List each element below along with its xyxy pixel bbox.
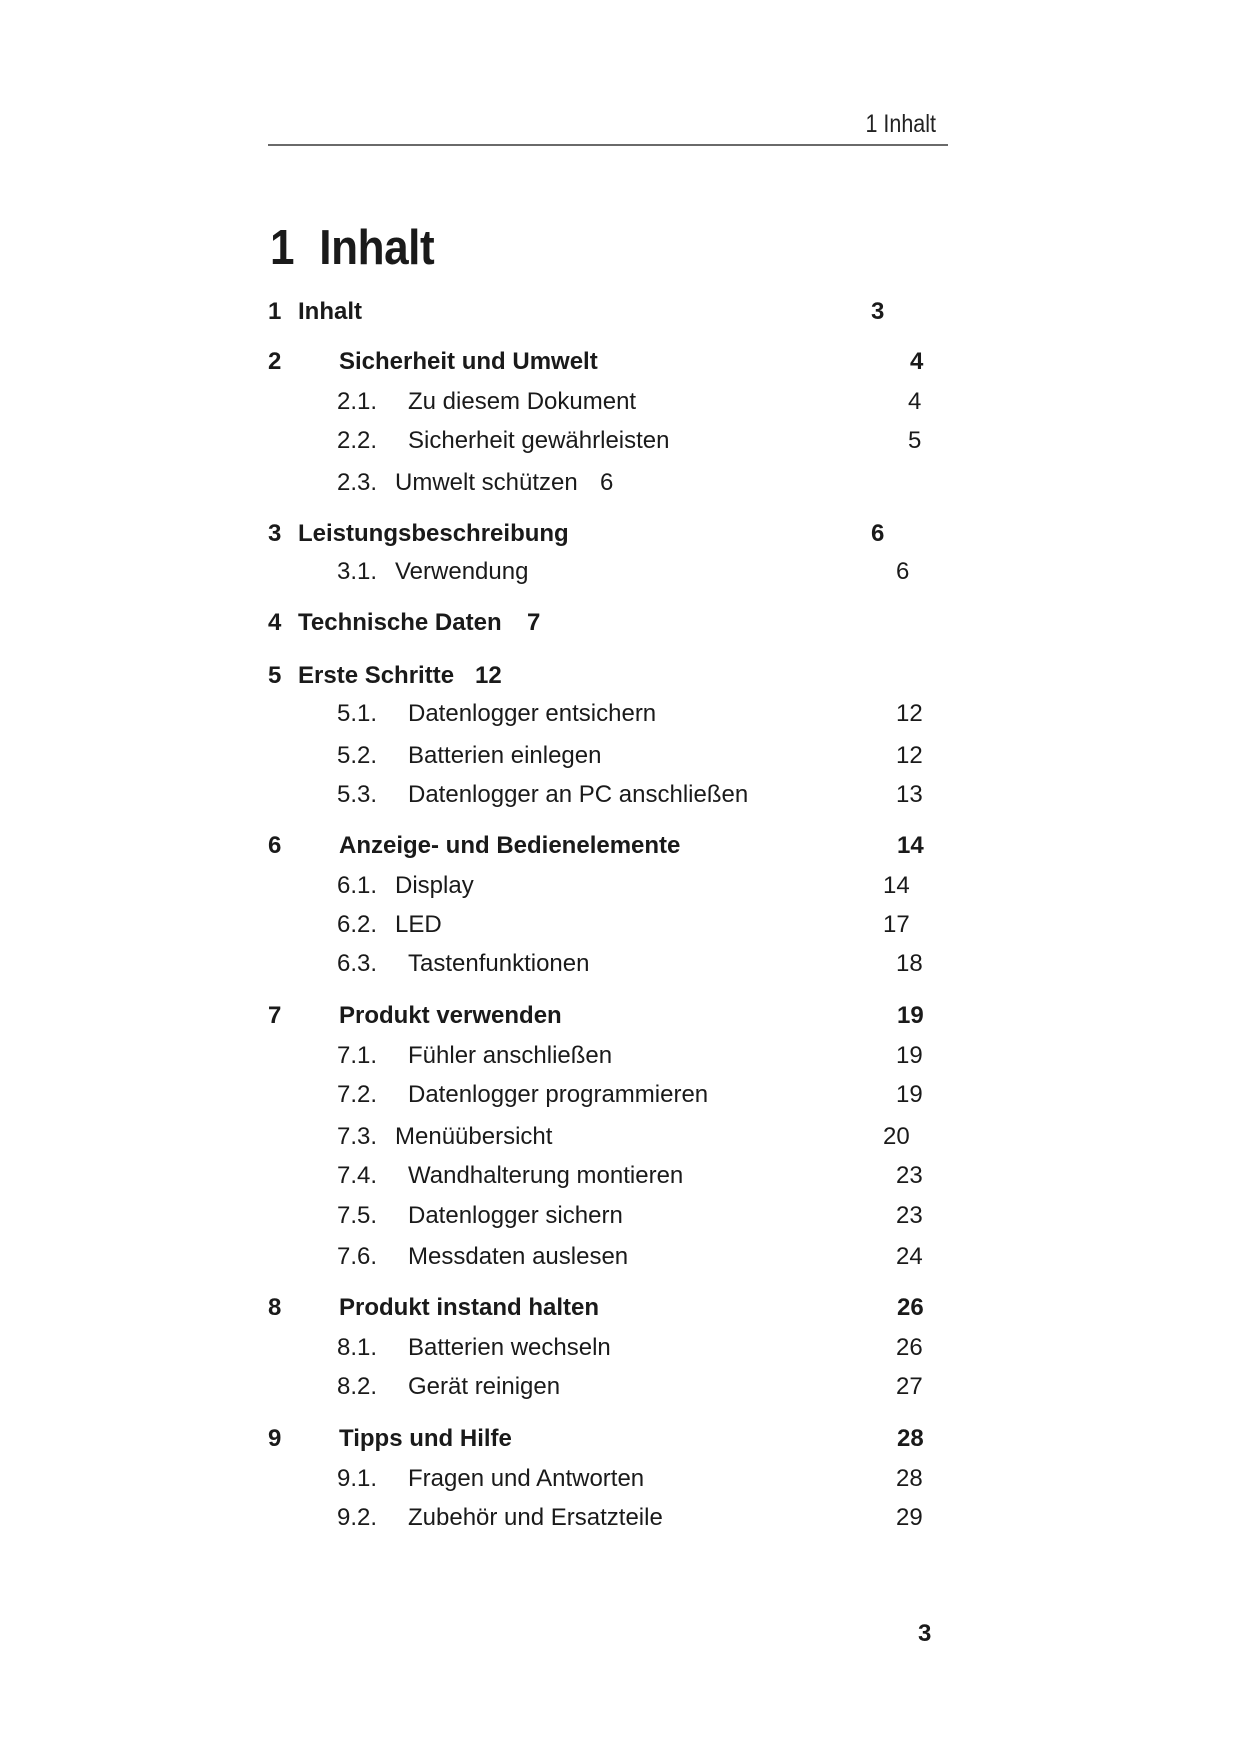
toc-page: 6 bbox=[871, 520, 885, 547]
toc-number: 7.3. bbox=[337, 1123, 378, 1150]
toc-title: Erste Schritte bbox=[298, 662, 455, 689]
toc-page: 26 bbox=[896, 1334, 923, 1361]
toc-number: 2.2. bbox=[337, 427, 378, 454]
toc-title: Tastenfunktionen bbox=[408, 950, 590, 977]
toc-page: 12 bbox=[475, 662, 502, 689]
toc-title: Datenlogger entsichern bbox=[408, 700, 657, 727]
toc-page: 13 bbox=[896, 781, 923, 808]
toc-title: Umwelt schützen bbox=[395, 469, 578, 496]
toc-title: Batterien einlegen bbox=[408, 742, 602, 769]
toc-title: Zu diesem Dokument bbox=[408, 388, 637, 415]
toc-title: Gerät reinigen bbox=[408, 1373, 561, 1400]
toc-number: 7.1. bbox=[337, 1042, 378, 1069]
toc-title: Produkt instand halten bbox=[339, 1294, 600, 1321]
toc-title: Produkt verwenden bbox=[339, 1002, 562, 1029]
toc-page: 4 bbox=[908, 388, 922, 415]
toc-page: 28 bbox=[897, 1425, 924, 1452]
toc-title: Fragen und Antworten bbox=[408, 1465, 645, 1492]
toc-title: Fühler anschließen bbox=[408, 1042, 613, 1069]
chapter-number: 1 bbox=[270, 221, 295, 275]
toc-title: Verwendung bbox=[395, 558, 529, 585]
toc-number: 7.2. bbox=[337, 1081, 378, 1108]
toc-page: 29 bbox=[896, 1504, 923, 1531]
toc-number: 8 bbox=[268, 1294, 282, 1321]
toc-number: 3 bbox=[268, 520, 282, 547]
chapter-title bbox=[270, 220, 434, 276]
toc-page: 6 bbox=[600, 469, 614, 496]
toc-number: 4 bbox=[268, 609, 282, 636]
toc-page: 18 bbox=[896, 950, 923, 977]
toc-number: 6 bbox=[268, 832, 282, 859]
toc-page: 12 bbox=[896, 700, 923, 727]
toc-page: 19 bbox=[897, 1002, 924, 1029]
toc-page: 28 bbox=[896, 1465, 923, 1492]
toc-page: 19 bbox=[896, 1042, 923, 1069]
page-number: 3 bbox=[918, 1620, 932, 1647]
toc-title: Datenlogger sichern bbox=[408, 1202, 623, 1229]
toc-page: 23 bbox=[896, 1162, 923, 1189]
toc-title: Sicherheit gewährleisten bbox=[408, 427, 670, 454]
chapter-title-text: Inhalt bbox=[319, 221, 435, 275]
toc-number: 1 bbox=[268, 298, 282, 325]
toc-page: 4 bbox=[910, 348, 924, 375]
toc-title: Zubehör und Ersatzteile bbox=[408, 1504, 663, 1531]
toc-number: 7.4. bbox=[337, 1162, 378, 1189]
toc-page: 3 bbox=[871, 298, 885, 325]
toc-number: 9.1. bbox=[337, 1465, 378, 1492]
toc-number: 2.1. bbox=[337, 388, 378, 415]
toc-page: 17 bbox=[883, 911, 910, 938]
running-header-text: 1 Inhalt bbox=[865, 110, 936, 138]
toc-number: 8.1. bbox=[337, 1334, 378, 1361]
toc-page: 12 bbox=[896, 742, 923, 769]
toc-title: Batterien wechseln bbox=[408, 1334, 611, 1361]
toc-title: Anzeige- und Bedienelemente bbox=[339, 832, 681, 859]
toc-title: Tipps und Hilfe bbox=[339, 1425, 512, 1452]
toc-page: 24 bbox=[896, 1243, 923, 1270]
toc-number: 5.1. bbox=[337, 700, 378, 727]
toc-page: 19 bbox=[896, 1081, 923, 1108]
toc-number: 7 bbox=[268, 1002, 282, 1029]
toc-page: 14 bbox=[897, 832, 924, 859]
toc-page: 7 bbox=[527, 609, 541, 636]
toc-number: 2 bbox=[268, 348, 282, 375]
toc-number: 9.2. bbox=[337, 1504, 378, 1531]
running-header bbox=[268, 92, 948, 146]
toc-number: 7.5. bbox=[337, 1202, 378, 1229]
toc-number: 3.1. bbox=[337, 558, 378, 585]
toc-title: Wandhalterung montieren bbox=[408, 1162, 684, 1189]
toc-number: 5 bbox=[268, 662, 282, 689]
toc-title: Display bbox=[395, 872, 474, 899]
toc-page: 5 bbox=[908, 427, 922, 454]
toc-title: Datenlogger an PC anschließen bbox=[408, 781, 749, 808]
toc-page: 27 bbox=[896, 1373, 923, 1400]
toc-page: 26 bbox=[897, 1294, 924, 1321]
toc-number: 8.2. bbox=[337, 1373, 378, 1400]
toc-page: 20 bbox=[883, 1123, 910, 1150]
toc-title: Messdaten auslesen bbox=[408, 1243, 629, 1270]
toc-title: LED bbox=[395, 911, 442, 938]
toc-number: 7.6. bbox=[337, 1243, 378, 1270]
toc-page: 14 bbox=[883, 872, 910, 899]
toc-title: Menüübersicht bbox=[395, 1123, 553, 1150]
toc-title: Inhalt bbox=[298, 298, 362, 325]
toc-number: 9 bbox=[268, 1425, 282, 1452]
toc-page: 23 bbox=[896, 1202, 923, 1229]
toc-title: Datenlogger programmieren bbox=[408, 1081, 709, 1108]
toc-number: 6.1. bbox=[337, 872, 378, 899]
toc-title: Sicherheit und Umwelt bbox=[339, 348, 598, 375]
toc-number: 6.2. bbox=[337, 911, 378, 938]
toc-number: 5.3. bbox=[337, 781, 378, 808]
toc-page: 6 bbox=[896, 558, 910, 585]
toc-title: Technische Daten bbox=[298, 609, 502, 636]
toc-number: 2.3. bbox=[337, 469, 378, 496]
toc-title: Leistungsbeschreibung bbox=[298, 520, 569, 547]
toc-number: 6.3. bbox=[337, 950, 378, 977]
toc-number: 5.2. bbox=[337, 742, 378, 769]
